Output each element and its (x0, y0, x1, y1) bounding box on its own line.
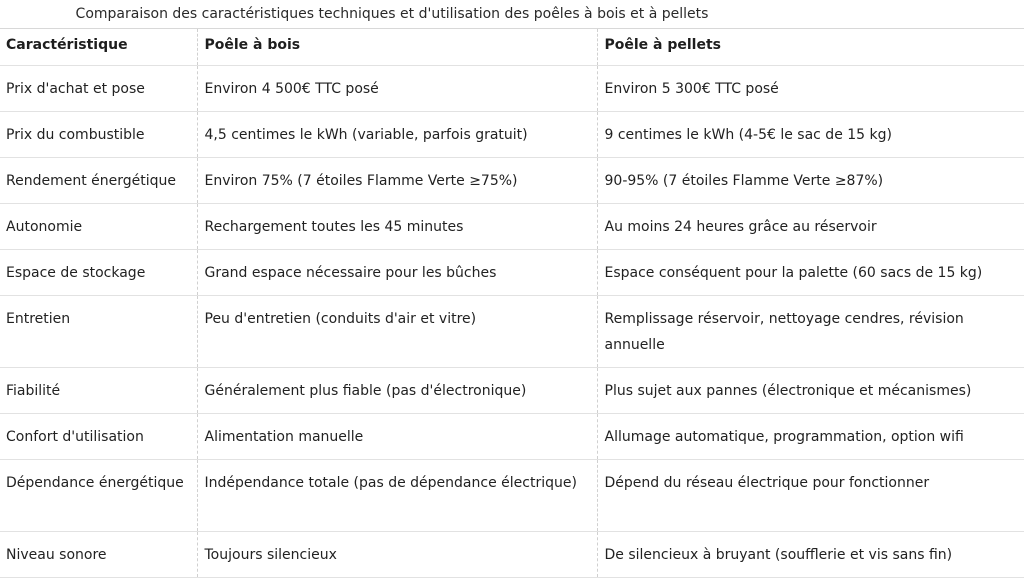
wood-stove-cell: Rechargement toutes les 45 minutes (197, 204, 597, 250)
pellet-stove-cell: De silencieux à bruyant (soufflerie et vis sans fin) (597, 532, 1024, 578)
table-row (0, 460, 1024, 532)
pellet-stove-cell: Remplissage réservoir, nettoyage cendres, révision annuelle (597, 296, 1024, 368)
pellet-stove-cell: Au moins 24 heures grâce au réservoir (597, 204, 1024, 250)
table-row (0, 250, 1024, 296)
wood-stove-cell: Peu d'entretien (conduits d'air et vitre) (197, 296, 597, 368)
table-header-row (0, 29, 1024, 66)
row-label: Confort d'utilisation (0, 414, 197, 460)
wood-stove-cell: Environ 4 500€ TTC posé (197, 66, 597, 112)
pellet-stove-cell: Espace conséquent pour la palette (60 sacs de 15 kg) (597, 250, 1024, 296)
table-row (0, 368, 1024, 414)
wood-stove-cell: 4,5 centimes le kWh (variable, parfois gratuit) (197, 112, 597, 158)
header-pellet-stove: Poêle à pellets (597, 29, 1024, 66)
table-caption: Comparaison des caractéristiques techniques et d'utilisation des poêles à bois et à pellets (0, 0, 1024, 29)
wood-stove-cell: Alimentation manuelle (197, 414, 597, 460)
row-label: Espace de stockage (0, 250, 197, 296)
table-row (0, 296, 1024, 368)
wood-stove-cell: Indépendance totale (pas de dépendance électrique) (197, 460, 597, 532)
pellet-stove-cell: 90-95% (7 étoiles Flamme Verte ≥87%) (597, 158, 1024, 204)
row-label: Prix du combustible (0, 112, 197, 158)
row-label: Rendement énergétique (0, 158, 197, 204)
pellet-stove-cell: Dépend du réseau électrique pour fonctionner (597, 460, 1024, 532)
row-label: Dépendance énergétique (0, 460, 197, 532)
wood-stove-cell: Généralement plus fiable (pas d'électronique) (197, 368, 597, 414)
table-row (0, 414, 1024, 460)
row-label: Autonomie (0, 204, 197, 250)
row-label: Fiabilité (0, 368, 197, 414)
row-label: Niveau sonore (0, 532, 197, 578)
wood-stove-cell: Environ 75% (7 étoiles Flamme Verte ≥75%) (197, 158, 597, 204)
table-row (0, 66, 1024, 112)
table-row (0, 158, 1024, 204)
pellet-stove-cell: Allumage automatique, programmation, option wifi (597, 414, 1024, 460)
comparison-table (0, 29, 1024, 578)
row-label: Entretien (0, 296, 197, 368)
pellet-stove-cell: Environ 5 300€ TTC posé (597, 66, 1024, 112)
header-characteristic: Caractéristique (0, 29, 197, 66)
pellet-stove-cell: Plus sujet aux pannes (électronique et mécanismes) (597, 368, 1024, 414)
table-row (0, 532, 1024, 578)
wood-stove-cell: Grand espace nécessaire pour les bûches (197, 250, 597, 296)
pellet-stove-cell: 9 centimes le kWh (4-5€ le sac de 15 kg) (597, 112, 1024, 158)
table-row (0, 204, 1024, 250)
row-label: Prix d'achat et pose (0, 66, 197, 112)
table-row (0, 112, 1024, 158)
wood-stove-cell: Toujours silencieux (197, 532, 597, 578)
header-wood-stove: Poêle à bois (197, 29, 597, 66)
